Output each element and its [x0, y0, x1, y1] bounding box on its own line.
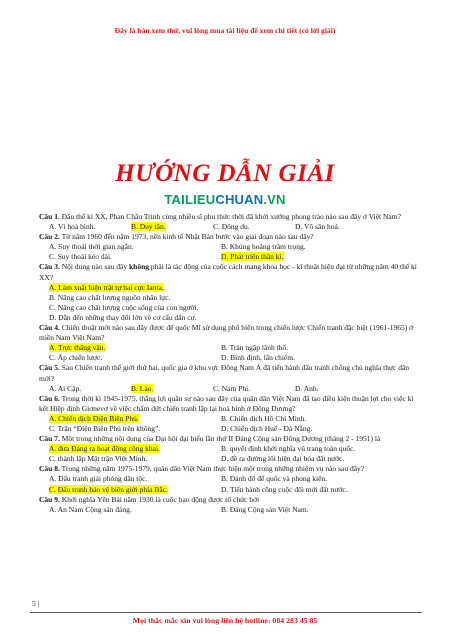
- options-row: [39, 454, 421, 464]
- options-row: [39, 505, 421, 515]
- question-2: [39, 232, 421, 242]
- question-9: [39, 495, 421, 505]
- option-d: D. Anh.: [295, 383, 319, 393]
- option-a: A. Vì hoà bình.: [49, 222, 96, 232]
- logo-part-3: .VN: [263, 192, 286, 207]
- question-stem-part: Nội dung nào sau đây: [61, 262, 129, 272]
- option-a: A. An Nam Cộng sản đảng.: [49, 504, 132, 514]
- question-label: Câu 6.: [39, 393, 60, 403]
- option-d: D. Võ sân hoá.: [295, 222, 340, 232]
- option-d-correct: D. Phát triển thần kì.: [221, 252, 284, 262]
- options-row: [39, 222, 421, 232]
- question-stem: Một trong những nội dung của Đại hội đại biểu lần thứ II Đảng Cộng sản Đông Dương (tháng 2 - 1951) là: [61, 434, 381, 444]
- site-logo: [0, 192, 450, 207]
- answer-content: [39, 212, 421, 515]
- logo-part-1: TAILIEU: [164, 192, 216, 207]
- option-a-correct: A. Chiến dịch Điện Biên Phủ.: [49, 413, 139, 423]
- option-c: C. Trận “Điện Biên Phủ trên không”.: [49, 423, 161, 433]
- option-d: D. đề ra đường lối hiện đại hóa đất nước.: [221, 454, 345, 464]
- option-b: B. Nâng cao chất lượng nguồn nhân lực.: [49, 292, 171, 302]
- option-b: B. Chiến dịch Hồ Chí Minh.: [221, 413, 307, 423]
- footer-hotline: Mọi thắc mắc xin vui lòng liên hệ hotline: 084 283 45 85: [132, 616, 318, 625]
- question-stem-part: phải là tác động của cuộc cách mạng khoa học - kĩ thuật hiện đại từ những năm 40 thế kỉ XX?: [39, 262, 417, 282]
- options-row: [39, 474, 421, 484]
- option-d: D. Dẫn đến những thay đổi lớn về cơ cấu dân cư.: [49, 312, 197, 322]
- question-7: [39, 434, 421, 444]
- option-c: C. thành lập Mặt trận Việt Minh.: [49, 454, 148, 464]
- question-4: [39, 323, 421, 343]
- question-stem: Sau Chiến tranh thế giới thứ hai, quốc gia ở khu vực Đông Nam Á đã tiến hành đấu tranh chống chủ nghĩa thực dân mới?: [39, 363, 410, 383]
- question-label: Câu 7.: [39, 434, 60, 444]
- options-row: [39, 384, 421, 394]
- page-title: HƯỚNG DẪN GIẢI: [115, 160, 335, 187]
- question-stem: Khởi nghĩa Yên Bái năm 1930 là cuộc bạo động được tổ chức bởi: [61, 494, 260, 504]
- question-label: Câu 9.: [39, 494, 60, 504]
- option-c: C. Ấp chiến lược.: [49, 353, 103, 363]
- option-c-correct: C. Đấu tranh bảo vệ biên giới phía Bắc.: [49, 484, 168, 494]
- question-1: [39, 212, 421, 222]
- question-label: Câu 8.: [39, 464, 60, 474]
- option-a-correct: A. đưa Đảng ra hoạt động công khai.: [49, 444, 160, 454]
- question-stem: Trong những năm 1975-1979, quân dân Việt Nam thực hiện một trong những nhiệm vụ nào sau đây?: [61, 464, 365, 474]
- question-stem: Chiến thuật mới nào sau đây được đế quốc Mĩ sử dụng phổ biến trong chiến lược Chiến tranh đặc biệt (1961-1965) ở miền Nam Việt Nam?: [39, 323, 414, 343]
- question-3: [39, 262, 421, 282]
- option-b: B. Khủng hoảng trầm trọng.: [221, 242, 306, 252]
- question-label: Câu 2.: [39, 232, 60, 242]
- options-row: [39, 343, 421, 353]
- option-c: C. Đông du.: [213, 222, 250, 232]
- preview-banner: Đây là bản xem thử, vui lòng mua tài liệu để xem chi tiết (có lời giải): [114, 26, 336, 35]
- question-label: Câu 3.: [39, 262, 60, 272]
- footer-divider: [30, 612, 422, 613]
- question-label: Câu 5.: [39, 363, 60, 373]
- option-c: C. Nam Phi.: [213, 383, 251, 393]
- option-b: B. quyết định khởi nghĩa vũ trang toàn quốc.: [221, 444, 356, 454]
- question-label: Câu 1.: [39, 212, 60, 221]
- options-row: [39, 414, 421, 424]
- option-a-correct: A. Trực thăng vận.: [49, 343, 106, 353]
- option-a: A. Đấu tranh giải phóng dân tộc.: [49, 474, 148, 484]
- question-6: [39, 394, 421, 414]
- question-5: [39, 363, 421, 383]
- option-b: B. Đánh đổ đế quốc và phong kiến.: [221, 474, 328, 484]
- options-row: [39, 444, 421, 454]
- options-row: [39, 353, 421, 363]
- option-b-correct: B. Lào.: [131, 383, 154, 393]
- question-stem-emphasis: không: [129, 262, 150, 272]
- option-a: A. Ai Cập.: [49, 383, 82, 393]
- option-a-correct: A. Làm xuất hiện trật tự hai cực Ianta.: [49, 282, 164, 292]
- option-a: A. Suy thoái thời gian ngắn.: [49, 242, 134, 252]
- option-d: D. Bình định, lấn chiếm.: [221, 353, 295, 363]
- question-stem: Đầu thế kỉ XX, Phan Châu Trinh cùng nhiều sĩ phu thức thời đã khởi xướng phong trào nào sau đây ở Việt Nam?: [61, 212, 401, 221]
- question-stem: Trong thời kì 1945-1975, thắng lợi quân sự nào sau đây của quân dân Việt Nam đã tạo điều kiện thuận lợi cho việc kí kết Hiệp định Giơnevơ về việc chấm dứt chiến tranh lập lại hoà bình ở Đông Dương?: [39, 393, 414, 413]
- logo-part-2: CHUAN: [215, 192, 264, 207]
- options-row: [39, 485, 421, 495]
- option-d: D. Tiến hành công cuộc đổi mới đất nước.: [221, 484, 348, 494]
- option-c: C. Suy thoái kéo dài.: [49, 252, 112, 262]
- page-number: 5 |: [32, 599, 40, 608]
- option-c: C. Nâng cao chất lượng cuộc sống của con người.: [49, 302, 199, 312]
- options-row: [39, 252, 421, 262]
- question-8: [39, 464, 421, 474]
- option-b-correct: B. Duy tân.: [131, 222, 166, 232]
- options-row: [39, 242, 421, 252]
- options-row: [39, 424, 421, 434]
- question-stem: Từ năm 1960 đến năm 1973, nền kinh tế Nhật Bản bước vào giai đoạn nào sau đây?: [61, 232, 314, 242]
- question-label: Câu 4.: [39, 323, 60, 333]
- option-b: B. Đảng Cộng sản Việt Nam.: [221, 504, 309, 514]
- option-b: B. Tràn ngập lãnh thổ.: [221, 343, 289, 353]
- option-d: D. Chiến dịch Huế - Đà Nẵng.: [221, 423, 313, 433]
